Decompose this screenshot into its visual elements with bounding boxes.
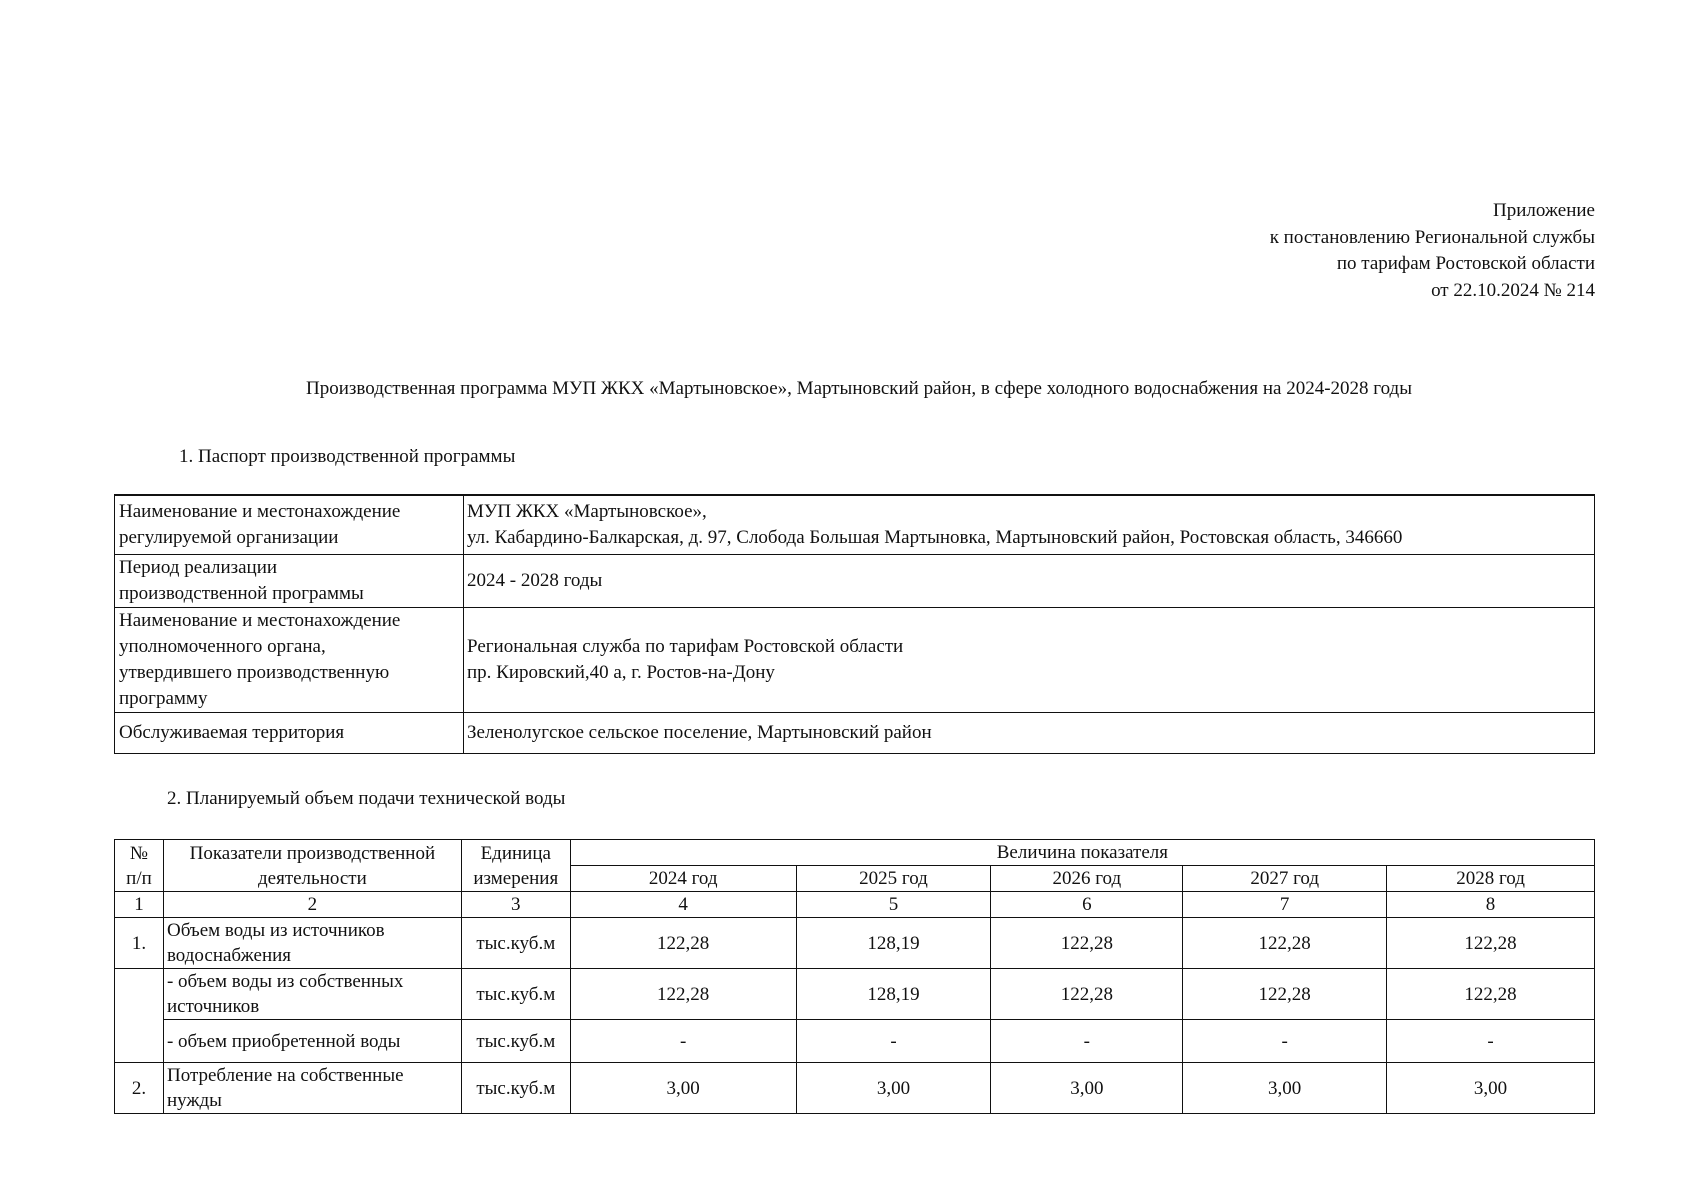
passport-label-line: Наименование и местонахождение <box>119 609 401 631</box>
row-value-cell: 3,00 <box>1183 1063 1387 1114</box>
volume-table <box>114 839 1595 1114</box>
col-number: 7 <box>1183 892 1387 918</box>
row-value-cell: 3,00 <box>570 1063 796 1114</box>
row-unit-cell: тыс.куб.м <box>461 1020 570 1063</box>
section-2-heading: 2. Планируемый объем подачи технической воды <box>167 788 566 809</box>
header-num-line: п/п <box>126 867 152 889</box>
passport-value-cell <box>464 712 1595 753</box>
row-indicator-line: Потребление на собственные <box>166 1065 404 1086</box>
passport-value-line: Региональная служба по тарифам Ростовской области <box>467 635 904 657</box>
row-indicator-line: Объем воды из источников <box>166 920 385 941</box>
passport-value-cell <box>464 554 1595 607</box>
row-value-cell: 122,28 <box>1183 918 1387 969</box>
passport-value-cell <box>464 607 1595 712</box>
passport-label-cell <box>115 712 464 753</box>
header-unit-line: измерения <box>473 867 559 889</box>
header-year: 2024 год <box>570 866 796 892</box>
passport-row <box>115 607 1595 712</box>
passport-value-line: МУП ЖКХ «Мартыновское», <box>467 500 707 522</box>
row-value-cell: - <box>796 1020 991 1063</box>
passport-label-line: регулируемой организации <box>119 526 339 548</box>
row-value-cell: 3,00 <box>796 1063 991 1114</box>
row-value-cell: 3,00 <box>1387 1063 1595 1114</box>
passport-label-line: уполномоченного органа, <box>119 635 326 657</box>
row-value-cell: 122,28 <box>570 918 796 969</box>
table-row <box>115 1063 1595 1114</box>
section-1-heading: 1. Паспорт производственной программы <box>179 446 516 467</box>
col-number: 5 <box>796 892 991 918</box>
row-indicator-cell <box>163 1020 461 1063</box>
row-value-cell: 122,28 <box>1387 918 1595 969</box>
row-num-cell: 2. <box>115 1063 164 1114</box>
header-unit-line: Единица <box>480 842 551 864</box>
header-year: 2026 год <box>991 866 1183 892</box>
passport-label-line: утвердившего производственную <box>119 661 390 683</box>
header-indicator-line: Показатели производственной <box>189 842 436 864</box>
appendix-line: Приложение <box>1493 200 1595 221</box>
table-row <box>115 1020 1595 1063</box>
row-value-cell: 128,19 <box>796 918 991 969</box>
passport-row <box>115 712 1595 753</box>
col-number: 6 <box>991 892 1183 918</box>
row-value-cell: 122,28 <box>570 969 796 1020</box>
row-unit-cell: тыс.куб.м <box>461 918 570 969</box>
row-value-cell: - <box>1183 1020 1387 1063</box>
passport-value-line: ул. Кабардино-Балкарская, д. 97, Слобода Большая Мартыновка, Мартыновский район, Ростовская область, 346660 <box>467 526 1403 548</box>
passport-value-line: Зеленолугское сельское поселение, Мартыновский район <box>467 721 932 743</box>
passport-label-cell <box>115 607 464 712</box>
passport-label-cell <box>115 495 464 554</box>
row-value-cell: 122,28 <box>991 969 1183 1020</box>
passport-value-line: пр. Кировский,40 а, г. Ростов-на-Дону <box>467 661 775 683</box>
row-indicator-line: - объем приобретенной воды <box>166 1030 401 1052</box>
row-value-cell: 128,19 <box>796 969 991 1020</box>
row-indicator-cell <box>163 969 461 1020</box>
col-number: 8 <box>1387 892 1595 918</box>
table-row <box>115 918 1595 969</box>
header-year: 2027 год <box>1183 866 1387 892</box>
row-indicator-cell <box>163 1063 461 1114</box>
row-indicator-line: нужды <box>166 1090 222 1111</box>
passport-label-line: Наименование и местонахождение <box>119 500 401 522</box>
header-unit <box>461 840 570 892</box>
header-num-line: № <box>129 842 149 864</box>
volume-table-body <box>115 918 1595 1114</box>
row-value-cell: 122,28 <box>991 918 1183 969</box>
row-num-cell: 1. <box>115 918 164 969</box>
appendix-line: к постановлению Региональной службы <box>1269 226 1595 248</box>
row-indicator-cell <box>163 918 461 969</box>
passport-label-cell <box>115 554 464 607</box>
passport-row <box>115 495 1595 554</box>
header-indicator-line: деятельности <box>257 867 367 889</box>
row-indicator-line: - объем воды из собственных <box>166 971 404 992</box>
appendix-line: по тарифам Ростовской области <box>1336 253 1595 274</box>
row-value-cell: 122,28 <box>1387 969 1595 1020</box>
row-unit-cell: тыс.куб.м <box>461 1063 570 1114</box>
passport-label-line: производственной программы <box>119 582 364 604</box>
passport-label-line: программу <box>119 687 208 709</box>
passport-value-line: 2024 - 2028 годы <box>467 569 603 591</box>
header-year: 2028 год <box>1387 866 1595 892</box>
row-indicator-line: водоснабжения <box>166 945 292 966</box>
row-value-cell: 122,28 <box>1183 969 1387 1020</box>
header-num <box>115 840 164 892</box>
row-value-cell: 3,00 <box>991 1063 1183 1114</box>
appendix-line: от 22.10.2024 № 214 <box>1431 279 1595 301</box>
col-number: 4 <box>570 892 796 918</box>
header-value-group: Величина показателя <box>570 840 1594 866</box>
passport-row <box>115 554 1595 607</box>
col-number: 1 <box>115 892 164 918</box>
passport-label-line: Период реализации <box>119 556 278 578</box>
table-row <box>115 969 1595 1020</box>
passport-label-line: Обслуживаемая территория <box>119 721 345 743</box>
header-year: 2025 год <box>796 866 991 892</box>
col-number: 3 <box>461 892 570 918</box>
header-indicator <box>163 840 461 892</box>
row-unit-cell: тыс.куб.м <box>461 969 570 1020</box>
row-num-cell <box>115 969 164 1063</box>
row-value-cell: - <box>570 1020 796 1063</box>
passport-table-body <box>115 495 1595 753</box>
appendix-block <box>1270 198 1595 304</box>
row-value-cell: - <box>991 1020 1183 1063</box>
col-number: 2 <box>163 892 461 918</box>
document-title: Производственная программа МУП ЖКХ «Мартыновское», Мартыновский район, в сфере холодного водоснабжения на 2024-2028 годы <box>306 378 1412 399</box>
passport-value-cell <box>464 495 1595 554</box>
row-indicator-line: источников <box>166 996 260 1017</box>
row-value-cell: - <box>1387 1020 1595 1063</box>
volume-table-header <box>115 840 1595 918</box>
passport-table <box>114 494 1595 754</box>
